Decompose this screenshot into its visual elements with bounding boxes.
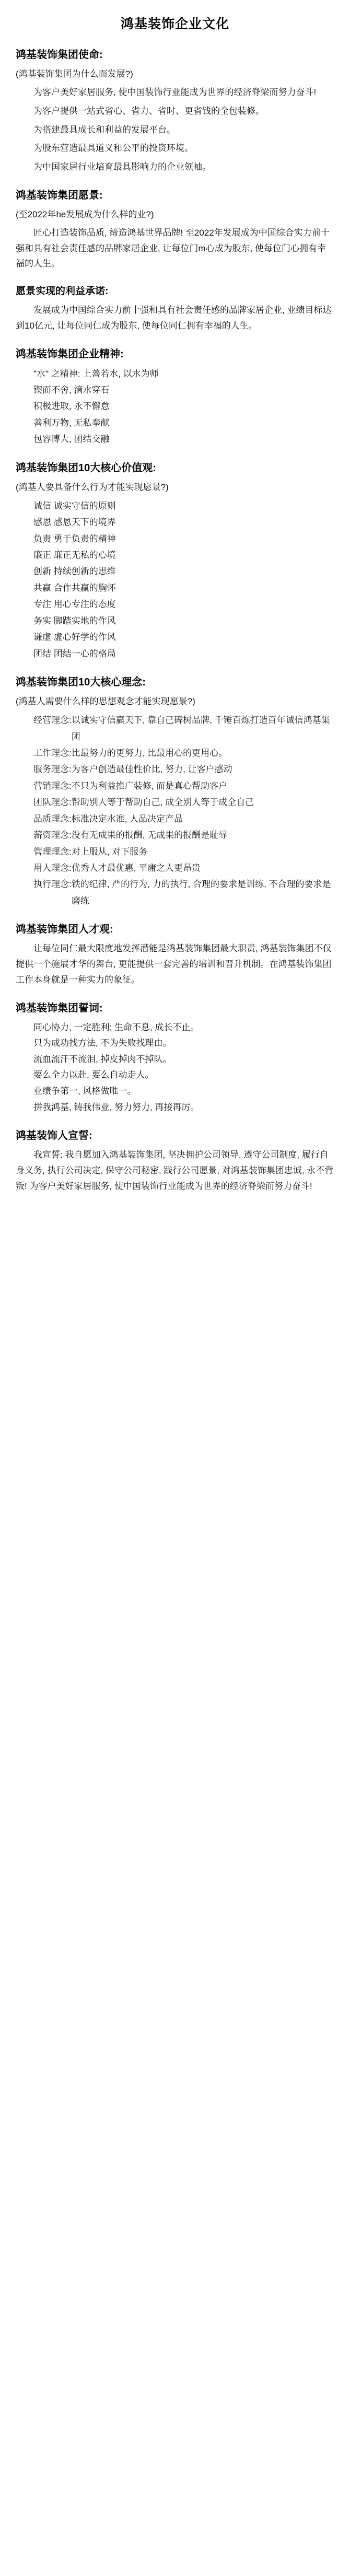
paragraph: 我宣誓: 我自愿加入鸿基装饰集团, 坚决拥护公司领导, 遵守公司制度, 履行自身义务, 执行公司决定, 保守公司秘密, 践行公司愿景, 对鸿基装饰集团忠诚, 永不背叛! 为客户美好家居服务, 使中国装饰行业能成为世界的经济脊梁而努力奋斗!: [16, 1150, 334, 1191]
idea-value: 铁的纪律, 严的行为, 力的执行, 合理的要求是训练, 不合理的要求是磨练: [71, 879, 331, 906]
oath-list: [16, 1020, 334, 1116]
list-item: "水" 之精神: 上善若水, 以水为师: [33, 368, 159, 379]
list-item: 同心协力, 一定胜利; 生命不息, 成长不止。: [33, 1022, 200, 1032]
list-item: [16, 860, 334, 876]
section-heading-declaration: 鸿基装饰人宣誓:: [16, 1130, 92, 1142]
list-item: 感恩 感恩天下的境界: [33, 517, 116, 528]
paragraph: 发展成为中国综合实力前十强和具有社会责任感的品牌家居企业, 业绩目标达到10亿元, 让每位同仁成为股东, 使每位同仁拥有幸福的人生。: [16, 305, 332, 331]
section-heading-mission: 鸿基装饰集团使命:: [16, 49, 103, 61]
idea-value: 优秀人才最优惠, 平庸之人更昂贵: [71, 863, 201, 873]
idea-label: 服务理念:: [33, 764, 72, 775]
mission-paragraph-list: [16, 85, 334, 175]
list-item: 业绩争第一, 风格做唯一。: [33, 1086, 136, 1096]
idea-value: 没有无成果的报酬, 无成果的报酬是耻辱: [71, 830, 228, 841]
ten-ideas-list: [16, 712, 334, 909]
ten-ideas-question: (鸿基人需要什么样的思想观念才能实现愿景?): [16, 696, 195, 707]
list-item: 负责 勇于负责的精神: [33, 533, 116, 544]
mission-question: (鸿基装饰集团为什么而发展?): [16, 69, 133, 79]
idea-value: 比最努力的更努力, 比最用心的更用心。: [71, 748, 228, 758]
list-item: 共赢 合作共赢的胸怀: [33, 582, 116, 593]
list-item: 拼我鸿基, 铸我伟业, 努力努力, 再接再厉。: [33, 1102, 200, 1112]
section-heading-core-values: 鸿基装饰集团10大核心价值观:: [16, 462, 156, 474]
core-values-question: (鸿基人要具备什么行为才能实现愿景?): [16, 482, 169, 492]
list-item: 流血流汗不流泪, 掉皮掉肉不掉队。: [33, 1054, 172, 1064]
list-item: 只为成功找方法, 不为失败找理由。: [33, 1038, 172, 1048]
list-item: 积极进取, 永不懈怠: [33, 401, 110, 412]
list-item: [16, 811, 334, 827]
paragraph: 为搭建最具成长和利益的发展平台。: [33, 124, 176, 135]
idea-value: 对上服从, 对下服务: [71, 846, 148, 857]
idea-value: 不只为利益推广装修, 而是真心帮助客户: [71, 780, 228, 791]
idea-label: 用人理念:: [33, 863, 72, 873]
section-heading-vision: 鸿基装饰集团愿景:: [16, 189, 103, 201]
idea-value: 以诚实守信赢天下, 靠自己碑树品牌, 千锤百炼打造百年诚信鸿基集团: [71, 715, 330, 742]
list-item: 要么全力以赴, 要么自动走人。: [33, 1070, 154, 1080]
idea-value: 标准决定水准, 人品决定产品: [71, 813, 183, 824]
idea-label: 工作理念:: [33, 748, 72, 758]
list-item: [16, 761, 334, 777]
idea-label: 经营理念:: [33, 715, 72, 726]
idea-label: 营销理念:: [33, 780, 72, 791]
list-item: 廉正 廉正无私的心境: [33, 550, 116, 560]
idea-value: 帮助别人等于帮助自己, 成全别人等于成全自己: [71, 797, 254, 808]
paragraph: 为客户美好家居服务, 使中国装饰行业能成为世界的经济脊梁而努力奋斗!: [33, 87, 317, 97]
list-item: 包容博大, 团结交融: [33, 434, 110, 445]
section-heading-talent: 鸿基装饰集团人才观:: [16, 924, 113, 936]
idea-label: 品质理念:: [33, 813, 72, 824]
list-item: [16, 827, 334, 843]
idea-value: 为客户创造最佳性价比, 努力, 让客户感动: [71, 764, 232, 775]
paragraph: 为中国家居行业培育最具影响力的企业领袖。: [33, 162, 211, 172]
section-heading-ten-ideas: 鸿基装饰集团10大核心理念:: [16, 677, 146, 689]
idea-label: 管理理念:: [33, 846, 72, 857]
list-item: 务实 脚踏实地的作风: [33, 615, 116, 626]
idea-label: 团队理念:: [33, 797, 72, 808]
idea-label: 薪资理念:: [33, 830, 72, 841]
list-item: [16, 794, 334, 810]
idea-label: 执行理念:: [33, 879, 72, 890]
list-item: 创新 持续创新的思维: [33, 566, 116, 577]
bottom-spacer: [16, 1197, 334, 1201]
list-item: 谦虚 虚心好学的作风: [33, 632, 116, 643]
section-heading-spirit: 鸿基装饰集团企业精神:: [16, 348, 124, 360]
list-item: 善利万物, 无私奉献: [33, 417, 110, 428]
list-item: [16, 844, 334, 860]
list-item: [16, 778, 334, 794]
document-page: [0, 0, 350, 1222]
paragraph: 为客户提供一站式省心、省力、省时、更省钱的全包装修。: [33, 106, 264, 116]
core-values-list: [16, 498, 334, 662]
paragraph: 匠心打造装饰品质, 缔造鸿基世界品牌! 至2022年发展成为中国综合实力前十强和具有社会责任感的品牌家居企业, 让每位门m心成为股东, 使每位门心拥有幸福的人生。: [16, 227, 330, 269]
list-item: 专注 用心专注的态度: [33, 599, 116, 610]
vision-question: (至2022年he发展成为什么样的业?): [16, 209, 154, 219]
section-heading-oath: 鸿基装饰集团誓词:: [16, 1002, 103, 1014]
spirit-list: [16, 366, 334, 448]
list-item: 团结 团结一心的格局: [33, 648, 116, 659]
list-item: [16, 745, 334, 761]
list-item: 诚信 诚实守信的原则: [33, 500, 116, 511]
page-title: 鸿基装饰企业文化: [120, 17, 229, 31]
paragraph: 为股东营造最具道义和公平的投资环境。: [33, 143, 193, 154]
list-item: [16, 712, 334, 745]
section-heading-promise: 愿景实现的利益承诺:: [16, 286, 109, 297]
list-item: [16, 876, 334, 909]
paragraph: 让每位同仁最大限度地发挥潜能是鸿基装饰集团最大职责, 鸿基装饰集团不仅提供一个施展才华的舞台, 更能提供一套完善的培训和晋升机制。在鸿基装饰集团工作本身就是一种实力的象征。: [16, 943, 332, 985]
list-item: 锲而不舍, 滴水穿石: [33, 384, 110, 395]
